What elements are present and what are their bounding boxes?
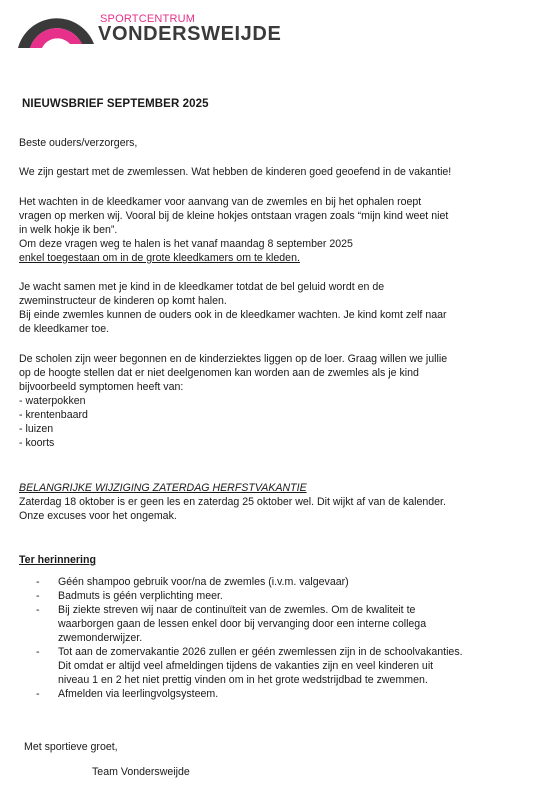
logo-main-text: VONDERSWEIJDE [98, 23, 282, 45]
list-item-line: Géén shampoo gebruik voor/na de zwemles (i.v.m. valgevaar) [58, 576, 349, 588]
intro-text: We zijn gestart met de zwemlessen. Wat hebben de kinderen goed geoefend in de vakantie! [19, 166, 452, 178]
symptom-item: - waterpokken [19, 395, 86, 407]
list-item [36, 575, 463, 589]
list-item [36, 603, 463, 645]
list-item-line: waarborgen gaan de lessen enkel door bij vervanging door een interne collega [58, 618, 427, 630]
wait-line-3: in welk hokje ik ben”. [19, 224, 118, 236]
reminder-list [36, 575, 463, 701]
change-line-1: Zaterdag 18 oktober is er geen les en zaterdag 25 oktober wel. Dit wijkt af van de kalender. [19, 496, 446, 508]
change-line-2: Onze excuses voor het ongemak. [19, 510, 177, 522]
waitroom-line-2: zweminstructeur de kinderen op komt halen. [19, 295, 227, 307]
symptom-item: - krentenbaard [19, 409, 88, 421]
schools-line-3: bijvoorbeeld symptomen heeft van: [19, 381, 184, 393]
waitroom-line-4: de kleedkamer toe. [19, 323, 110, 335]
wait-line-1: Het wachten in de kleedkamer voor aanvang van de zwemles en bij het ophalen roept [19, 196, 422, 208]
logo-top-text: SPORTCENTRUM [100, 13, 196, 25]
list-item [36, 645, 463, 687]
bullet-dash: - [36, 604, 40, 616]
schools-line-2: op de hoogte stellen dat er niet deelgenomen kan worden aan de zwemles als je kind [19, 367, 419, 379]
list-item-line: Tot aan de zomervakantie 2026 zullen er géén zwemlessen zijn in de schoolvakanties. [58, 646, 463, 658]
list-item [36, 589, 463, 603]
bullet-dash: - [36, 590, 40, 602]
list-item-line: Dit omdat er altijd veel afmeldingen tijdens de vakanties zijn en veel kinderen uit [58, 660, 434, 672]
change-heading: BELANGRIJKE WIJZIGING ZATERDAG HERFSTVAKANTIE [19, 482, 307, 494]
list-item-line: Bij ziekte streven wij naar de continuïteit van de zwemles. Om de kwaliteit te [58, 604, 416, 616]
waitroom-line-1: Je wacht samen met je kind in de kleedkamer totdat de bel geluid wordt en de [19, 281, 385, 293]
logo-arc-icon [16, 4, 94, 48]
list-item-line: Badmuts is géén verplichting meer. [58, 590, 223, 602]
list-item-line: niveau 1 en 2 het niet prettig vinden om in het grote wedstrijdbad te zwemmen. [58, 674, 428, 686]
schools-line-1: De scholen zijn weer begonnen en de kinderziektes liggen op de loer. Graag willen we jullie [19, 353, 448, 365]
greeting: Beste ouders/verzorgers, [19, 137, 138, 149]
sportcentrum-logo [16, 4, 286, 48]
symptom-item: - luizen [19, 423, 54, 435]
wait-line-5: enkel toegestaan om in de grote kleedkamers om te kleden. [19, 252, 300, 264]
list-item-line: zwemonderwijzer. [58, 632, 143, 644]
list-item-line: Afmelden via leerlingvolgsysteem. [58, 688, 219, 700]
signature: Team Vondersweijde [92, 766, 190, 778]
newsletter-title: NIEUWSBRIEF SEPTEMBER 2025 [22, 98, 209, 110]
wait-line-2: vragen op merken wij. Vooral bij de kleine hokjes ontstaan vragen zoals “mijn kind weet niet [19, 210, 449, 222]
wait-line-4: Om deze vragen weg te halen is het vanaf maandag 8 september 2025 [19, 238, 353, 250]
bullet-dash: - [36, 576, 40, 588]
bullet-dash: - [36, 646, 40, 658]
closing: Met sportieve groet, [24, 741, 118, 753]
bullet-dash: - [36, 688, 40, 700]
symptom-item: - koorts [19, 437, 55, 449]
reminder-heading: Ter herinnering [19, 554, 96, 566]
waitroom-line-3: Bij einde zwemles kunnen de ouders ook in de kleedkamer wachten. Je kind komt zelf naar [19, 309, 447, 321]
list-item [36, 687, 463, 701]
